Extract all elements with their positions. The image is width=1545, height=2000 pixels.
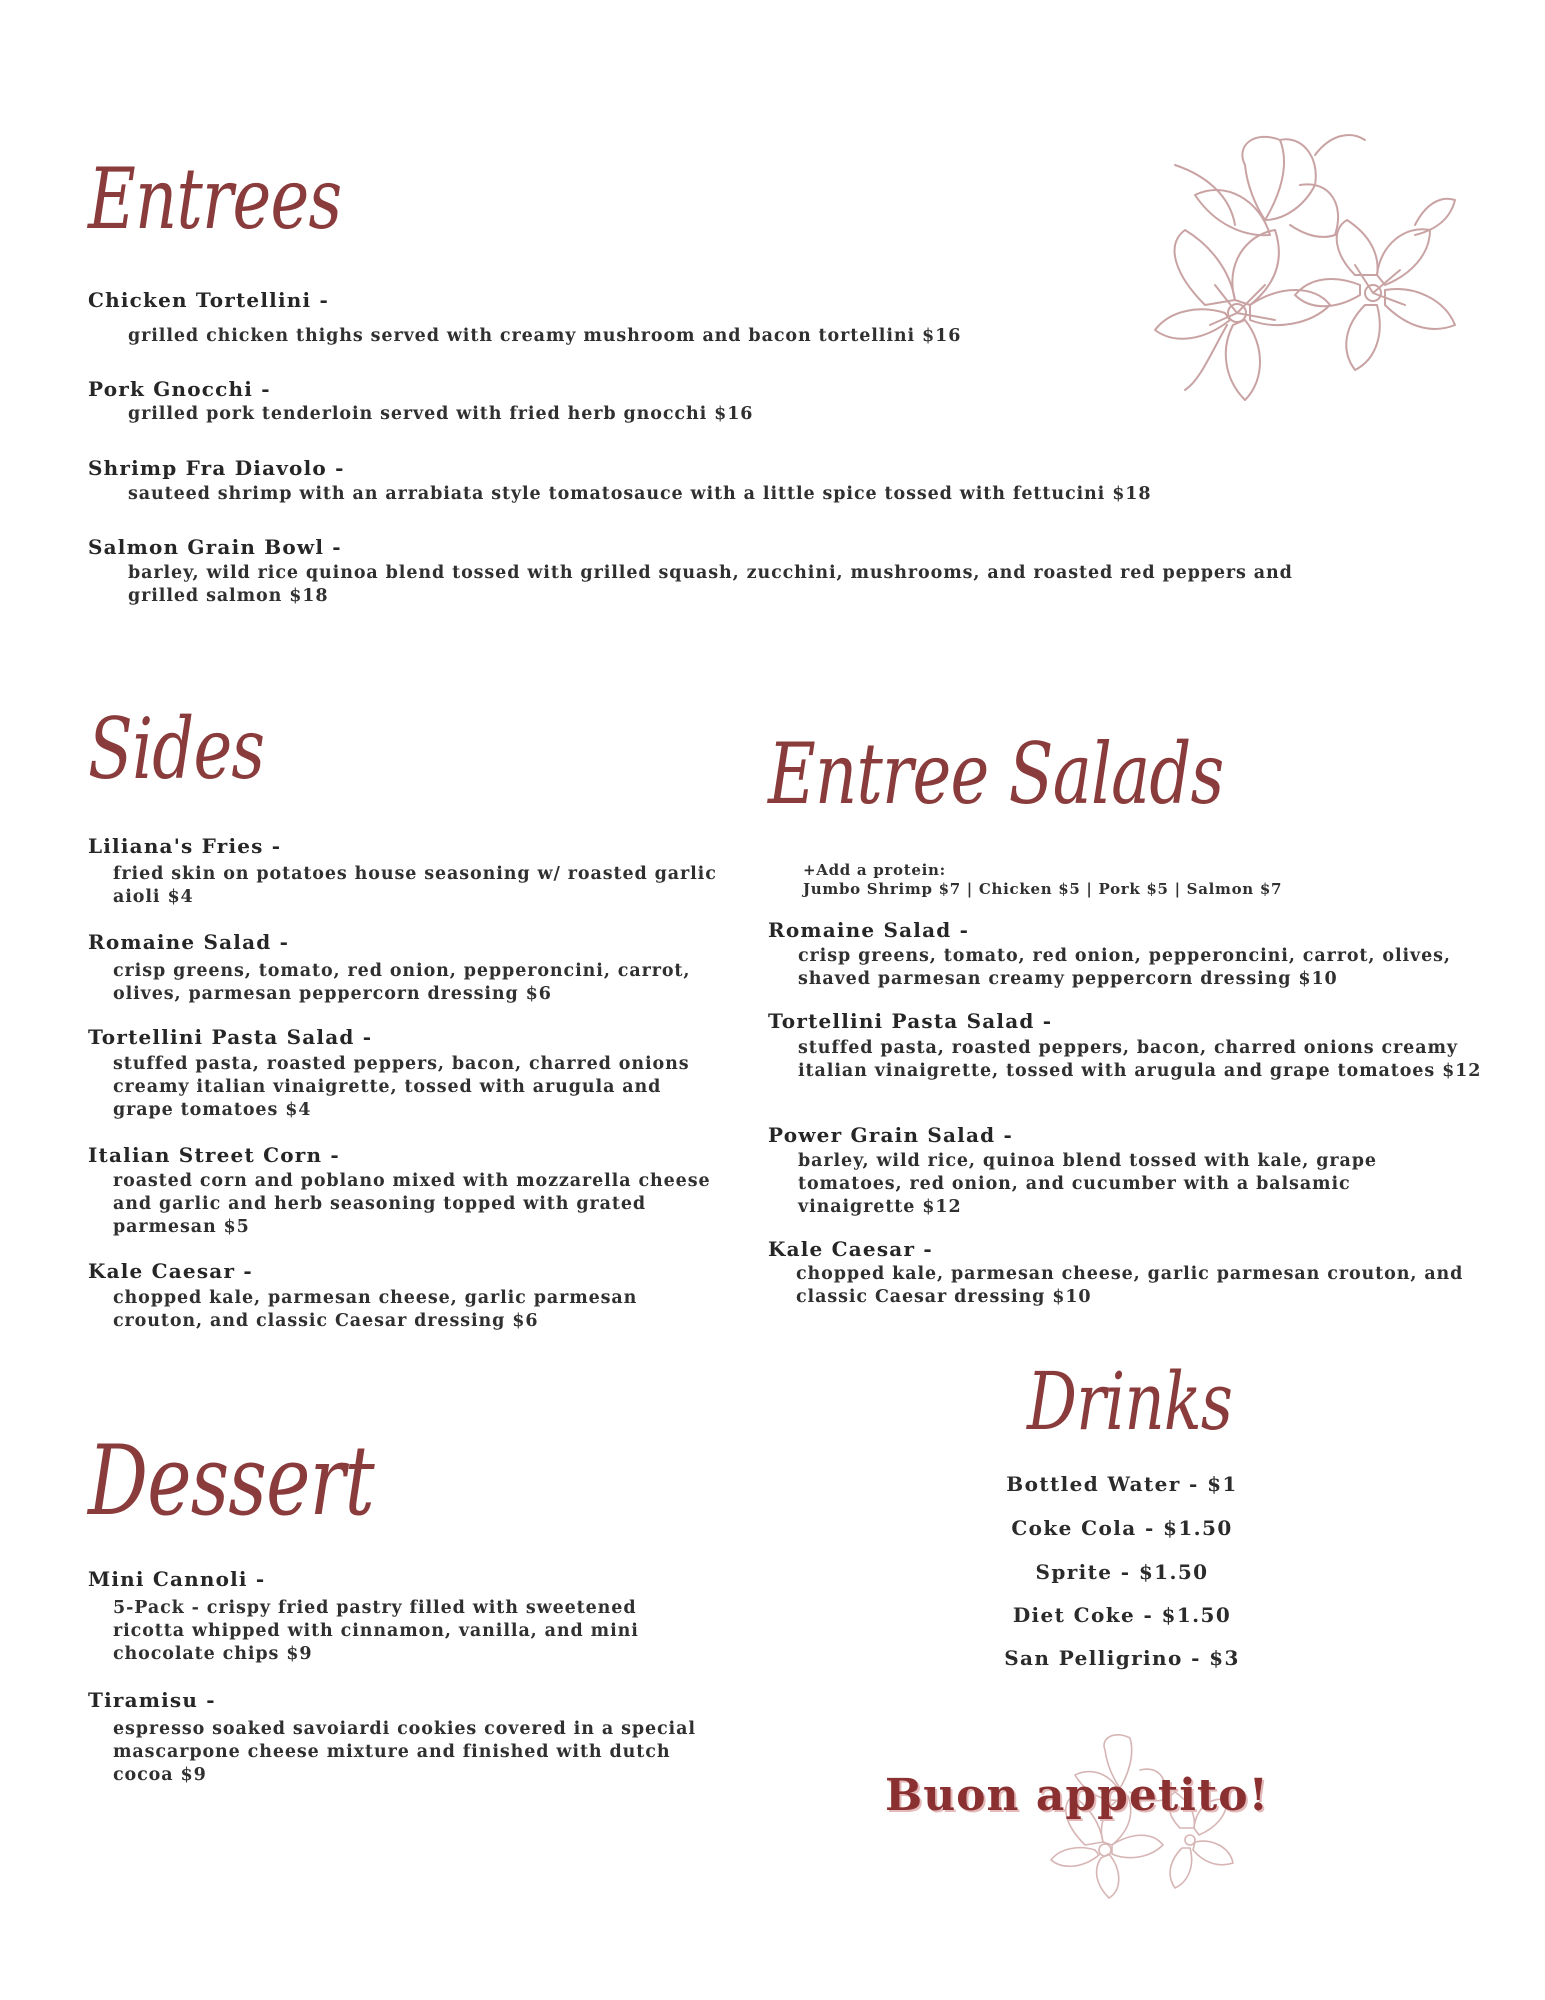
item-name: Romaine Salad - bbox=[88, 930, 290, 954]
entree-item bbox=[88, 288, 329, 312]
item-name: Mini Cannoli - bbox=[88, 1567, 266, 1591]
drink-item: Diet Coke - $1.50 bbox=[1012, 1603, 1232, 1627]
item-description: fried skin on potatoes house seasoning w/ roasted garlic aioli $4 bbox=[113, 864, 717, 907]
item-name: Italian Street Corn - bbox=[88, 1143, 340, 1167]
drink-item: Sprite - $1.50 bbox=[1035, 1560, 1209, 1584]
item-name: Kale Caesar - bbox=[768, 1237, 933, 1261]
sides-heading: Sides bbox=[88, 700, 265, 798]
drinks-list bbox=[922, 1472, 1322, 1689]
item-name: Salmon Grain Bowl - bbox=[88, 535, 342, 559]
drinks-heading: Drinks bbox=[1027, 1355, 1233, 1448]
item-description: crisp greens, tomato, red onion, pepperoncini, carrot, olives, shaved parmesan creamy peppercorn dressing $10 bbox=[798, 946, 1451, 989]
item-name: Pork Gnocchi - bbox=[88, 377, 271, 401]
item-description: chopped kale, parmesan cheese, garlic parmesan crouton, and classic Caesar dressing $6 bbox=[113, 1288, 638, 1331]
item-description: grilled pork tenderloin served with fried herb gnocchi $16 bbox=[128, 404, 754, 424]
drink-item: Bottled Water - $1 bbox=[1006, 1472, 1238, 1496]
entrees-heading: Entrees bbox=[88, 150, 342, 248]
item-name: Romaine Salad - bbox=[768, 918, 970, 942]
item-name: Shrimp Fra Diavolo - bbox=[88, 456, 345, 480]
drink-item: Coke Cola - $1.50 bbox=[1011, 1516, 1233, 1540]
item-name: Power Grain Salad - bbox=[768, 1123, 1013, 1147]
item-name: Tiramisu - bbox=[88, 1688, 216, 1712]
item-description: roasted corn and poblano mixed with mozzarella cheese and garlic and herb seasoning topped with grated parmesan $5 bbox=[113, 1171, 711, 1237]
item-description: sauteed shrimp with an arrabiata style tomatosauce with a little spice tossed with fettucini $18 bbox=[128, 484, 1152, 504]
item-name: Chicken Tortellini - bbox=[88, 288, 329, 312]
closing-message: Buon appetito! bbox=[885, 1770, 1269, 1821]
item-description: stuffed pasta, roasted peppers, bacon, charred onions creamy italian vinaigrette, tossed with arugula and grape tomatoes $4 bbox=[113, 1054, 690, 1120]
protein-note-title: +Add a protein: bbox=[803, 861, 946, 879]
item-description: 5-Pack - crispy fried pastry filled with sweetened ricotta whipped with cinnamon, vanilla, and mini chocolate chips $9 bbox=[113, 1598, 639, 1664]
item-description: chopped kale, parmesan cheese, garlic parmesan crouton, and classic Caesar dressing $10 bbox=[796, 1264, 1464, 1307]
protein-note bbox=[803, 861, 1282, 899]
item-description: grilled chicken thighs served with creamy mushroom and bacon tortellini $16 bbox=[128, 326, 962, 346]
entree-salads-heading: Entree Salads bbox=[768, 725, 1224, 823]
item-name: Liliana's Fries - bbox=[88, 834, 282, 858]
item-description: crisp greens, tomato, red onion, pepperoncini, carrot, olives, parmesan peppercorn dressing $6 bbox=[113, 961, 691, 1004]
item-description: barley, wild rice quinoa blend tossed with grilled squash, zucchini, mushrooms, and roasted red peppers and grilled salmon $18 bbox=[128, 563, 1293, 606]
item-description: stuffed pasta, roasted peppers, bacon, charred onions creamy italian vinaigrette, tossed with arugula and grape tomatoes $12 bbox=[798, 1038, 1482, 1081]
item-description: barley, wild rice, quinoa blend tossed with kale, grape tomatoes, red onion, and cucumber with a balsamic vinaigrette $12 bbox=[798, 1151, 1377, 1217]
protein-note-prices: Jumbo Shrimp $7 | Chicken $5 | Pork $5 | Salmon $7 bbox=[803, 880, 1283, 898]
item-name: Tortellini Pasta Salad - bbox=[88, 1025, 373, 1049]
item-description: espresso soaked savoiardi cookies covered in a special mascarpone cheese mixture and finished with dutch cocoa $9 bbox=[113, 1719, 696, 1785]
item-name: Tortellini Pasta Salad - bbox=[768, 1009, 1053, 1033]
lily-flower-illustration bbox=[1115, 125, 1475, 415]
item-name: Kale Caesar - bbox=[88, 1259, 253, 1283]
drink-item: San Pelligrino - $3 bbox=[1004, 1646, 1240, 1670]
dessert-heading: Dessert bbox=[88, 1425, 374, 1537]
